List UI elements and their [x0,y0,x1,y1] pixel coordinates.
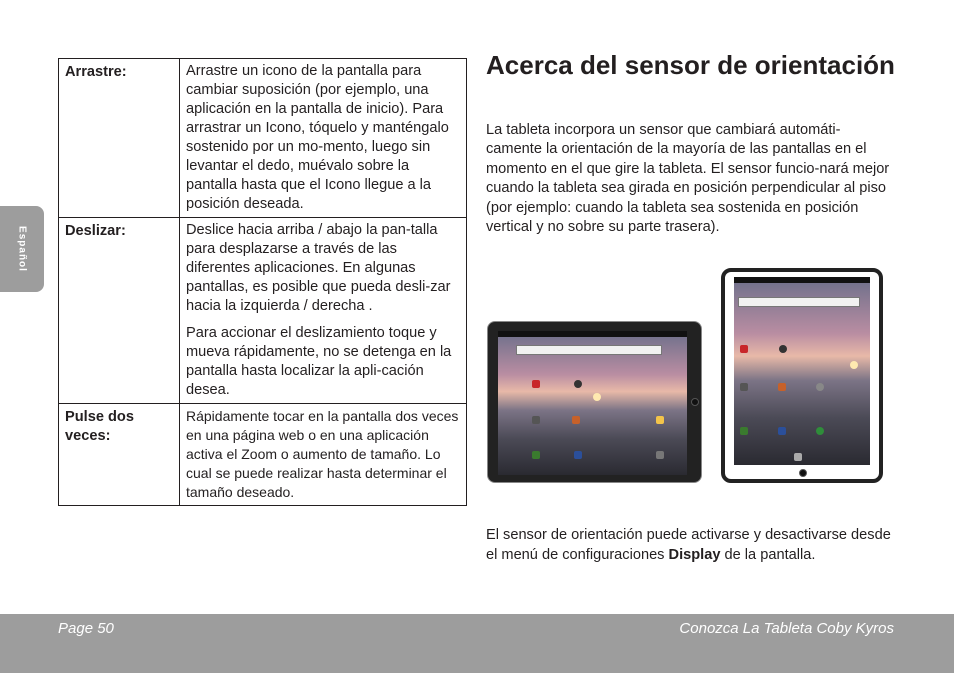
outro-text-end: de la pantalla. [720,547,816,563]
gestures-table [58,58,467,506]
app-icon [740,427,748,435]
gesture-description [180,404,467,506]
search-widget [738,297,860,307]
language-tab [0,206,44,292]
app-icon [816,427,824,435]
table-row [59,59,467,218]
section-title: Acerca del sensor de orientación [486,50,895,80]
app-icon [656,416,664,424]
status-bar [498,331,687,337]
outro-paragraph [486,525,906,565]
search-widget [516,345,662,355]
app-icon [574,451,582,459]
display-setting-name: Display [668,547,721,563]
sun [593,393,601,401]
app-icon [778,383,786,391]
intro-paragraph: La tableta incorpora un sensor que cambiará automáti-camente la orientación de la mayoría de las pantallas en el momento en el que gire la tableta. El sensor funcio-nará mejor cuando la tableta sea girada en posición perpendicular al piso (por ejemplo: cuando la tableta sea sostenida en posición vertical y no sobre su parte trasera). [486,122,890,236]
app-icon [572,416,580,424]
language-tab-label: Español [16,226,28,272]
tablet-landscape-image [487,321,702,483]
sun [850,361,858,369]
description-paragraph: Deslice hacia arriba / abajo la pan-talla para desplazarse a través de las diferentes aplicaciones. En algunas pantallas, es posible que pueda desli-zar hacia la izquierda / derecha . [186,222,451,314]
footer-title: Conozca La Tableta Coby Kyros [679,620,894,637]
status-bar [734,277,870,283]
tablet-portrait-image [721,268,883,483]
gesture-term: Arrastre: [59,59,180,218]
gesture-term: Deslizar: [59,218,180,404]
app-icon [574,380,582,388]
app-icon [740,345,748,353]
gesture-term: Pulse dos veces: [59,404,180,506]
app-icon [532,416,540,424]
app-icon [532,451,540,459]
tablet-screen [498,331,687,475]
camera-icon [799,469,807,477]
table-row [59,218,467,404]
gesture-description [180,218,467,404]
outro-text: El sensor de orientación puede activarse y desactivarse desde el menú de configuraciones [486,527,891,563]
app-icon [740,383,748,391]
table-row [59,404,467,506]
description-paragraph: Rápidamente tocar en la pantalla dos veces en una página web o en una aplicación activa el Zoom o aumento de tamaño. Lo cual se puede realizar hasta determinar el tamaño deseado. [186,408,459,500]
app-icon [779,345,787,353]
app-icon [778,427,786,435]
page-footer [0,614,954,673]
description-paragraph: Arrastre un icono de la pantalla para cambiar suposición (por ejemplo, una aplicación en la pantalla de inicio). Para arrastrar un Icono, tóquelo y manténgalo sostenido por un mo-mento, luego sin levantar el dedo, muévalo sobre la pantalla hasta que el Icono llegue a la posición deseada. [186,63,449,212]
app-icon [532,380,540,388]
gesture-description [180,59,467,218]
app-icon [816,383,824,391]
tablet-screen [734,277,870,465]
camera-icon [691,398,699,406]
page-number: Page 50 [58,620,114,637]
app-icon [656,451,664,459]
description-paragraph: Para accionar el deslizamiento toque y mueva rápidamente, no se detenga en la pantalla hasta localizar la apli-cación desea. [186,325,452,398]
app-drawer-icon [794,453,802,461]
